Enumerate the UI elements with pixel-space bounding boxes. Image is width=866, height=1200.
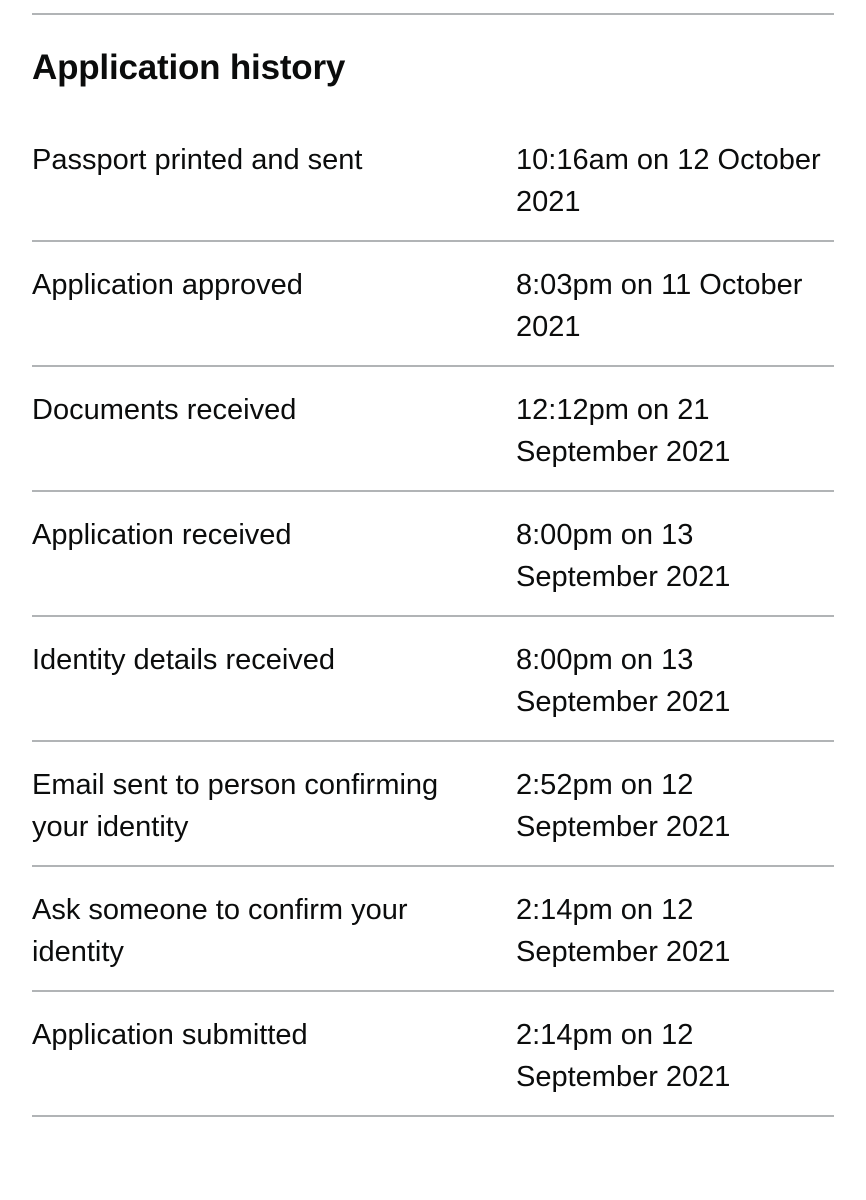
history-date: 2:14pm on 12 September 2021 [516,1019,731,1093]
history-date: 10:16am on 12 October 2021 [516,144,821,218]
history-date: 8:00pm on 13 September 2021 [516,519,731,593]
history-row [32,617,834,742]
history-list [32,117,834,1117]
history-date: 12:12pm on 21 September 2021 [516,394,731,468]
history-event: Ask someone to confirm your identity [32,894,408,968]
history-row [32,117,834,242]
history-row [32,992,834,1117]
page-title: Application history [32,48,346,87]
history-row [32,492,834,617]
history-event: Application received [32,519,292,551]
history-event: Documents received [32,394,297,426]
history-row [32,742,834,867]
history-row [32,367,834,492]
history-row [32,242,834,367]
history-event: Identity details received [32,644,336,676]
history-row [32,867,834,992]
history-event: Passport printed and sent [32,144,363,176]
history-date: 2:14pm on 12 September 2021 [516,894,731,968]
history-date: 2:52pm on 12 September 2021 [516,769,731,843]
history-event: Email sent to person confirming your identity [32,769,439,843]
history-date: 8:03pm on 11 October 2021 [516,269,803,343]
section-divider [32,13,834,15]
history-event: Application submitted [32,1019,308,1051]
history-event: Application approved [32,269,303,301]
history-date: 8:00pm on 13 September 2021 [516,644,731,718]
